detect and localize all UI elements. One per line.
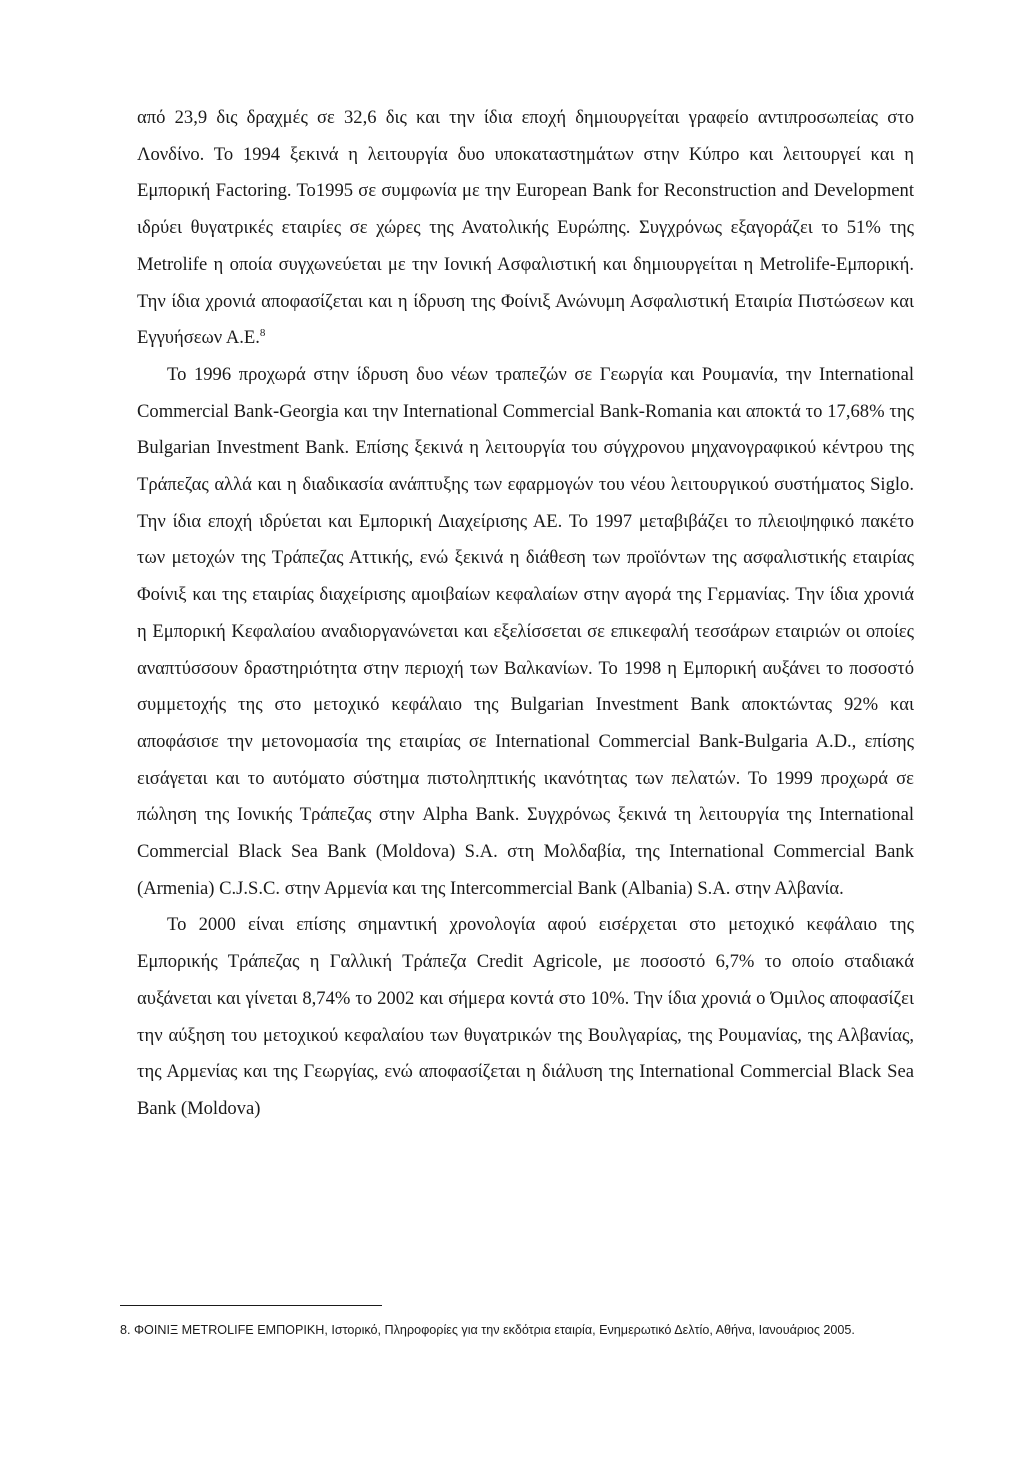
paragraph-2: Το 1996 προχωρά στην ίδρυση δυο νέων τραπεζών σε Γεωργία και Ρουμανία, την International Commercial Bank-Georgia και την International Commercial Bank-Romania και αποκτά το 17,68% της Bulgarian Investment Bank. Επίσης ξεκινά η λειτουργία του σύγχρονου μηχανογραφικού κέντρου της Τράπεζας αλλά και η διαδικασία ανάπτυξης των εφαρμογών του νέου λειτουργικού συστήματος Siglo. Την ίδια εποχή ιδρύεται και Εμπορική Διαχείρισης ΑΕ. Το 1997 μεταβιβάζει το πλειοψηφικό πακέτο των μετοχών της Τράπεζας Αττικής, ενώ ξεκινά η διάθεση των προϊόντων της ασφαλιστικής εταιρίας Φοίνιξ και της εταιρίας διαχείρισης αμοιβαίων κεφαλαίων στην αγορά της Γερμανίας. Την ίδια χρονιά η Εμπορική Κεφαλαίου αναδιοργανώνεται και εξελίσσεται σε επικεφαλή τεσσάρων εταιριών οι οποίες αναπτύσσουν δραστηριότητα στην περιοχή των Βαλκανίων. Το 1998 η Εμπορική αυξάνει το ποσοστό συμμετοχής της στο μετοχικό κεφάλαιο της Bulgarian Investment Bank αποκτώντας 92% και αποφάσισε την μετονομασία της εταιρίας σε International Commercial Bank-Bulgaria A.D., επίσης εισάγεται και το αυτόματο σύστημα πιστοληπτικής ικανότητας των πελατών. Το 1999 προχωρά σε πώληση της Ιονικής Τράπεζας στην Alpha Bank. Συγχρόνως ξεκινά τη λειτουργία της International Commercial Black Sea Bank (Moldova) S.A. στη Μολδαβία, της International Commercial Bank (Armenia) C.J.S.C. στην Αρμενία και της Intercommercial Bank (Albania) S.A. στην Αλβανία.: [137, 363, 914, 899]
footnote: 8. ΦΟΙΝΙΞ METROLIFE ΕΜΠΟΡΙΚΗ, Ιστορικό, Πληροφορίες για την εκδότρια εταιρία, Ενημερωτικό Δελτίο, Αθήνα, Ιανουάριος 2005.: [120, 1323, 855, 1337]
body-text: [137, 100, 914, 1128]
footnote-divider: [120, 1305, 382, 1306]
paragraph-3: Το 2000 είναι επίσης σημαντική χρονολογία αφού εισέρχεται στο μετοχικό κεφάλαιο της Εμπορικής Τράπεζας η Γαλλική Τράπεζα Credit Agricole, με ποσοστό 6,7% το οποίο σταδιακά αυξάνεται και γίνεται 8,74% το 2002 και σήμερα κοντά στο 10%. Την ίδια χρονιά ο Όμιλος αποφασίζει την αύξηση του μετοχικού κεφαλαίου των θυγατρικών της Βουλγαρίας, της Ρουμανίας, της Αλβανίας, της Αρμενίας και της Γεωργίας, ενώ αποφασίζεται η διάλυση της International Commercial Black Sea Bank (Moldova): [137, 914, 914, 1119]
footnote-reference[interactable]: 8: [259, 327, 266, 340]
paragraph-1-text: από 23,9 δις δραχμές σε 32,6 δις και την ίδια εποχή δημιουργείται γραφείο αντιπροσωπείας στο Λονδίνο. Το 1994 ξεκινά η λειτουργία δυο υποκαταστημάτων στην Κύπρο και λειτουργεί και η Εμπορική Factoring. To1995 σε συμφωνία με την European Bank for Reconstruction and Development ιδρύει θυγατρικές εταιρίες σε χώρες της Ανατολικής Ευρώπης. Συγχρόνως εξαγοράζει το 51% της Metrolife η οποία συγχωνεύεται με την Ιονική Ασφαλιστική και δημιουργείται η Metrolife-Εμπορική. Την ίδια χρονιά αποφασίζεται και η ίδρυση της Φοίνιξ Ανώνυμη Ασφαλιστική Εταιρία Πιστώσεων και Εγγυήσεων Α.Ε.: [137, 107, 914, 349]
paragraph-1: [137, 100, 914, 357]
